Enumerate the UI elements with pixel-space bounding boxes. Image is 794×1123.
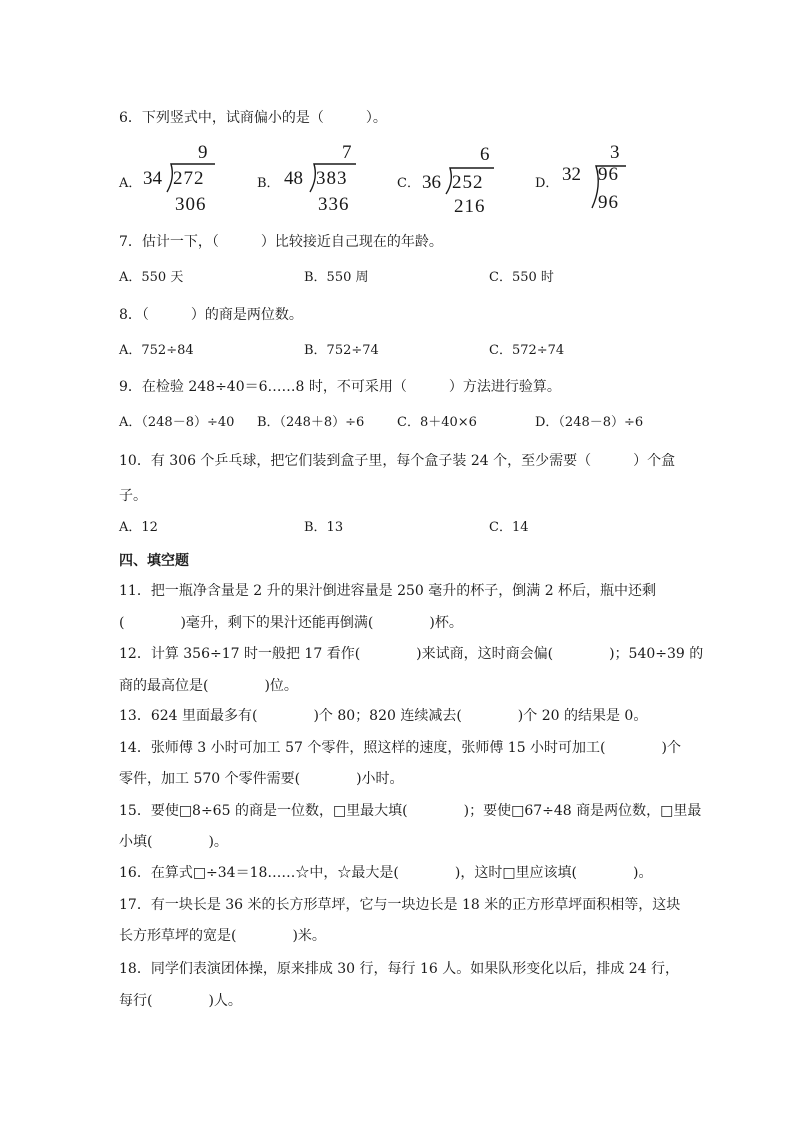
q6-d-dividend: 96 — [598, 164, 619, 185]
q11-line-1: 11．把一瓶净含量是 2 升的果汁倒进容量是 250 毫升的杯子，倒满 2 杯后，瓶中还剩 — [119, 583, 657, 599]
question-10-stem-line-2: 子。 — [119, 488, 147, 504]
q6-option-d-division — [562, 142, 632, 216]
q18-line-2: 每行( )人。 — [119, 993, 242, 1009]
q6-c-divisor: 36 — [422, 172, 441, 193]
q6-b-dividend: 383 — [316, 168, 348, 189]
q9-option-a: A．（248－8）÷40 — [119, 415, 235, 430]
q7-option-c: C．550 时 — [489, 270, 554, 285]
q6-c-quotient: 6 — [480, 144, 490, 165]
q6-option-c-division — [422, 146, 502, 218]
q15-line-2: 小填( )。 — [119, 834, 228, 850]
q6-a-bracket — [143, 144, 223, 216]
q12-line-1: 12．计算 356÷17 时一般把 17 看作( )来试商，这时商会偏( )；540÷39 的 — [119, 646, 704, 662]
q10-option-a: A．12 — [119, 520, 158, 535]
q6-b-product: 336 — [318, 194, 350, 215]
q6-option-d-label: D． — [535, 176, 559, 191]
q6-b-bracket — [284, 144, 364, 216]
q6-a-divisor: 34 — [143, 168, 162, 189]
q6-b-quotient: 7 — [342, 142, 352, 163]
q6-option-c-label: C． — [397, 176, 420, 191]
q8-option-c: C．572÷74 — [489, 343, 565, 358]
q15-line-1: 15．要使□8÷65 的商是一位数，□里最大填( )；要使□67÷48 商是两位数，□里最 — [119, 803, 702, 819]
q6-a-quotient: 9 — [198, 142, 208, 163]
section-heading-fill-in: 四、填空题 — [119, 553, 189, 569]
q10-option-b: B．13 — [304, 520, 344, 535]
question-8-stem: 8．（ ）的商是两位数。 — [119, 307, 303, 323]
q9-option-c: C．8＋40×6 — [397, 415, 477, 430]
q8-option-b: B．752÷74 — [304, 343, 379, 358]
question-10-stem-line-1: 10．有 306 个乒乓球，把它们装到盒子里，每个盒子装 24 个，至少需要（ ）个盒 — [119, 453, 676, 469]
q8-option-a: A．752÷84 — [119, 343, 194, 358]
q14-line-1: 14．张师傅 3 小时可加工 57 个零件，照这样的速度，张师傅 15 小时可加工( )个 — [119, 740, 681, 756]
q13-line-1: 13．624 里面最多有( )个 80；820 连续减去( )个 20 的结果是 0。 — [119, 708, 648, 724]
q17-line-2: 长方形草坪的宽是( )米。 — [119, 928, 326, 944]
q6-b-divisor: 48 — [284, 168, 303, 189]
q14-line-2: 零件，加工 570 个零件需要( )小时。 — [119, 771, 404, 787]
q6-d-product: 96 — [598, 192, 619, 213]
q12-line-2: 商的最高位是( )位。 — [119, 678, 298, 694]
q6-option-a-division — [143, 144, 223, 216]
question-9-stem: 9．在检验 248÷40＝6……8 时，不可采用（ ）方法进行验算。 — [119, 379, 561, 395]
q6-c-dividend: 252 — [452, 172, 484, 193]
q6-a-dividend: 272 — [173, 168, 205, 189]
q9-option-d: D．（248－8）÷6 — [535, 415, 644, 430]
q6-option-a-label: A． — [119, 176, 142, 191]
q6-d-bracket — [562, 142, 632, 216]
q11-line-2: ( )毫升，剩下的果汁还能再倒满( )杯。 — [119, 615, 463, 631]
q6-d-quotient: 3 — [610, 142, 620, 163]
q6-option-b-label: B． — [257, 176, 280, 191]
q6-d-divisor: 32 — [562, 164, 581, 185]
q16-line-1: 16．在算式□÷34＝18……☆中，☆最大是( )，这时□里应该填( )。 — [119, 865, 653, 881]
q7-option-b: B．550 周 — [304, 270, 369, 285]
q18-line-1: 18．同学们表演团体操，原来排成 30 行，每行 16 人。如果队形变化以后，排成 24 行， — [119, 961, 679, 977]
q6-a-product: 306 — [175, 194, 207, 215]
q6-option-b-division — [284, 144, 364, 216]
q6-c-bracket — [422, 146, 502, 218]
q17-line-1: 17．有一块长是 36 米的长方形草坪，它与一块边长是 18 米的正方形草坪面积相等，这块 — [119, 897, 681, 913]
q6-c-product: 216 — [454, 196, 486, 217]
q9-option-b: B．（248＋8）÷6 — [257, 415, 365, 430]
question-6-stem: 6．下列竖式中，试商偏小的是（ ）。 — [119, 110, 387, 126]
q10-option-c: C．14 — [489, 520, 529, 535]
question-7-stem: 7．估计一下，（ ）比较接近自己现在的年龄。 — [119, 234, 443, 250]
q7-option-a: A．550 天 — [119, 270, 184, 285]
